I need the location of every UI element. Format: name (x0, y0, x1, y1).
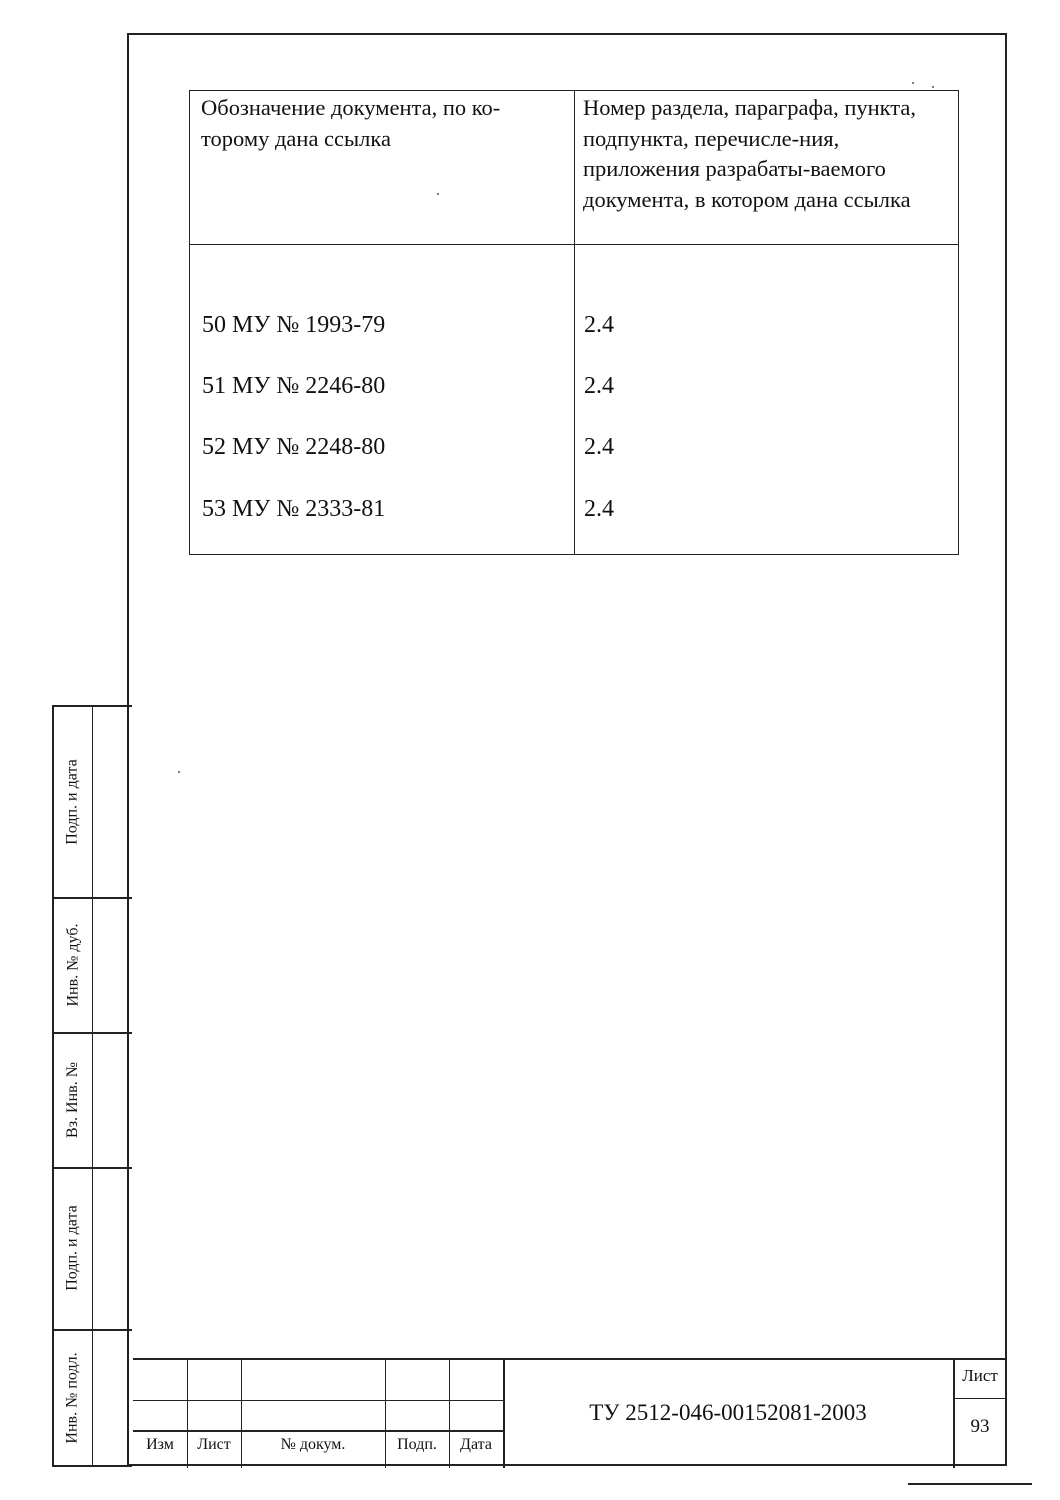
scan-speck (437, 193, 439, 195)
scan-speck (912, 82, 914, 84)
side-stamp (52, 705, 132, 1467)
row-section: 2.4 (584, 496, 614, 522)
title-block-row-line (133, 1430, 503, 1432)
side-label-text: Вз. Инв. № (64, 1061, 81, 1138)
row-designation: 53 МУ № 2333-81 (202, 496, 386, 522)
col-izm: Изм (146, 1436, 174, 1453)
table-column-divider (574, 91, 575, 554)
col-list: Лист (197, 1436, 231, 1453)
row-designation: 51 МУ № 2246-80 (202, 373, 386, 399)
title-block (133, 1358, 1007, 1466)
table-header-divider (190, 244, 958, 245)
row-section: 2.4 (584, 373, 614, 399)
side-label-text: Подп. и дата (64, 759, 82, 845)
col-doc-number: № докум. (280, 1436, 346, 1453)
sheet-number: 93 (970, 1416, 990, 1437)
col-signature: Подп. (397, 1436, 437, 1453)
row-section: 2.4 (584, 434, 614, 460)
row-section: 2.4 (584, 312, 614, 338)
side-label-sign-date (54, 707, 92, 897)
footer-rule (908, 1483, 1032, 1485)
title-block-row-line (133, 1400, 503, 1401)
scan-speck (932, 86, 934, 88)
side-label-sign-date-2 (54, 1167, 92, 1329)
header-section-number: Номер раздела, параграфа, пункта, подпункта, перечисле-ния, приложения разрабаты-ваемого документа, в котором дана ссылка (583, 95, 917, 212)
document-code: ТУ 2512-046-00152081-2003 (589, 1400, 867, 1425)
row-designation: 52 МУ № 2248-80 (202, 434, 386, 460)
side-label-orig-inv (54, 1329, 92, 1467)
side-label-text: Подп. и дата (64, 1205, 82, 1291)
scan-speck (178, 771, 180, 773)
side-stamp-divider (92, 707, 93, 1465)
side-label-text: Инв. № дуб. (64, 922, 82, 1007)
side-label-text: Инв. № подл. (64, 1352, 82, 1444)
col-date: Дата (460, 1436, 492, 1453)
sheet-label: Лист (962, 1366, 998, 1385)
header-document-designation: Обозначение документа, по ко-торому дана ссылка (201, 95, 501, 151)
reference-table (189, 90, 959, 555)
title-block-row-line (953, 1398, 1007, 1399)
side-label-replace-inv (54, 1032, 92, 1167)
side-label-dup-inv (54, 897, 92, 1032)
row-designation: 50 МУ № 1993-79 (202, 312, 386, 338)
